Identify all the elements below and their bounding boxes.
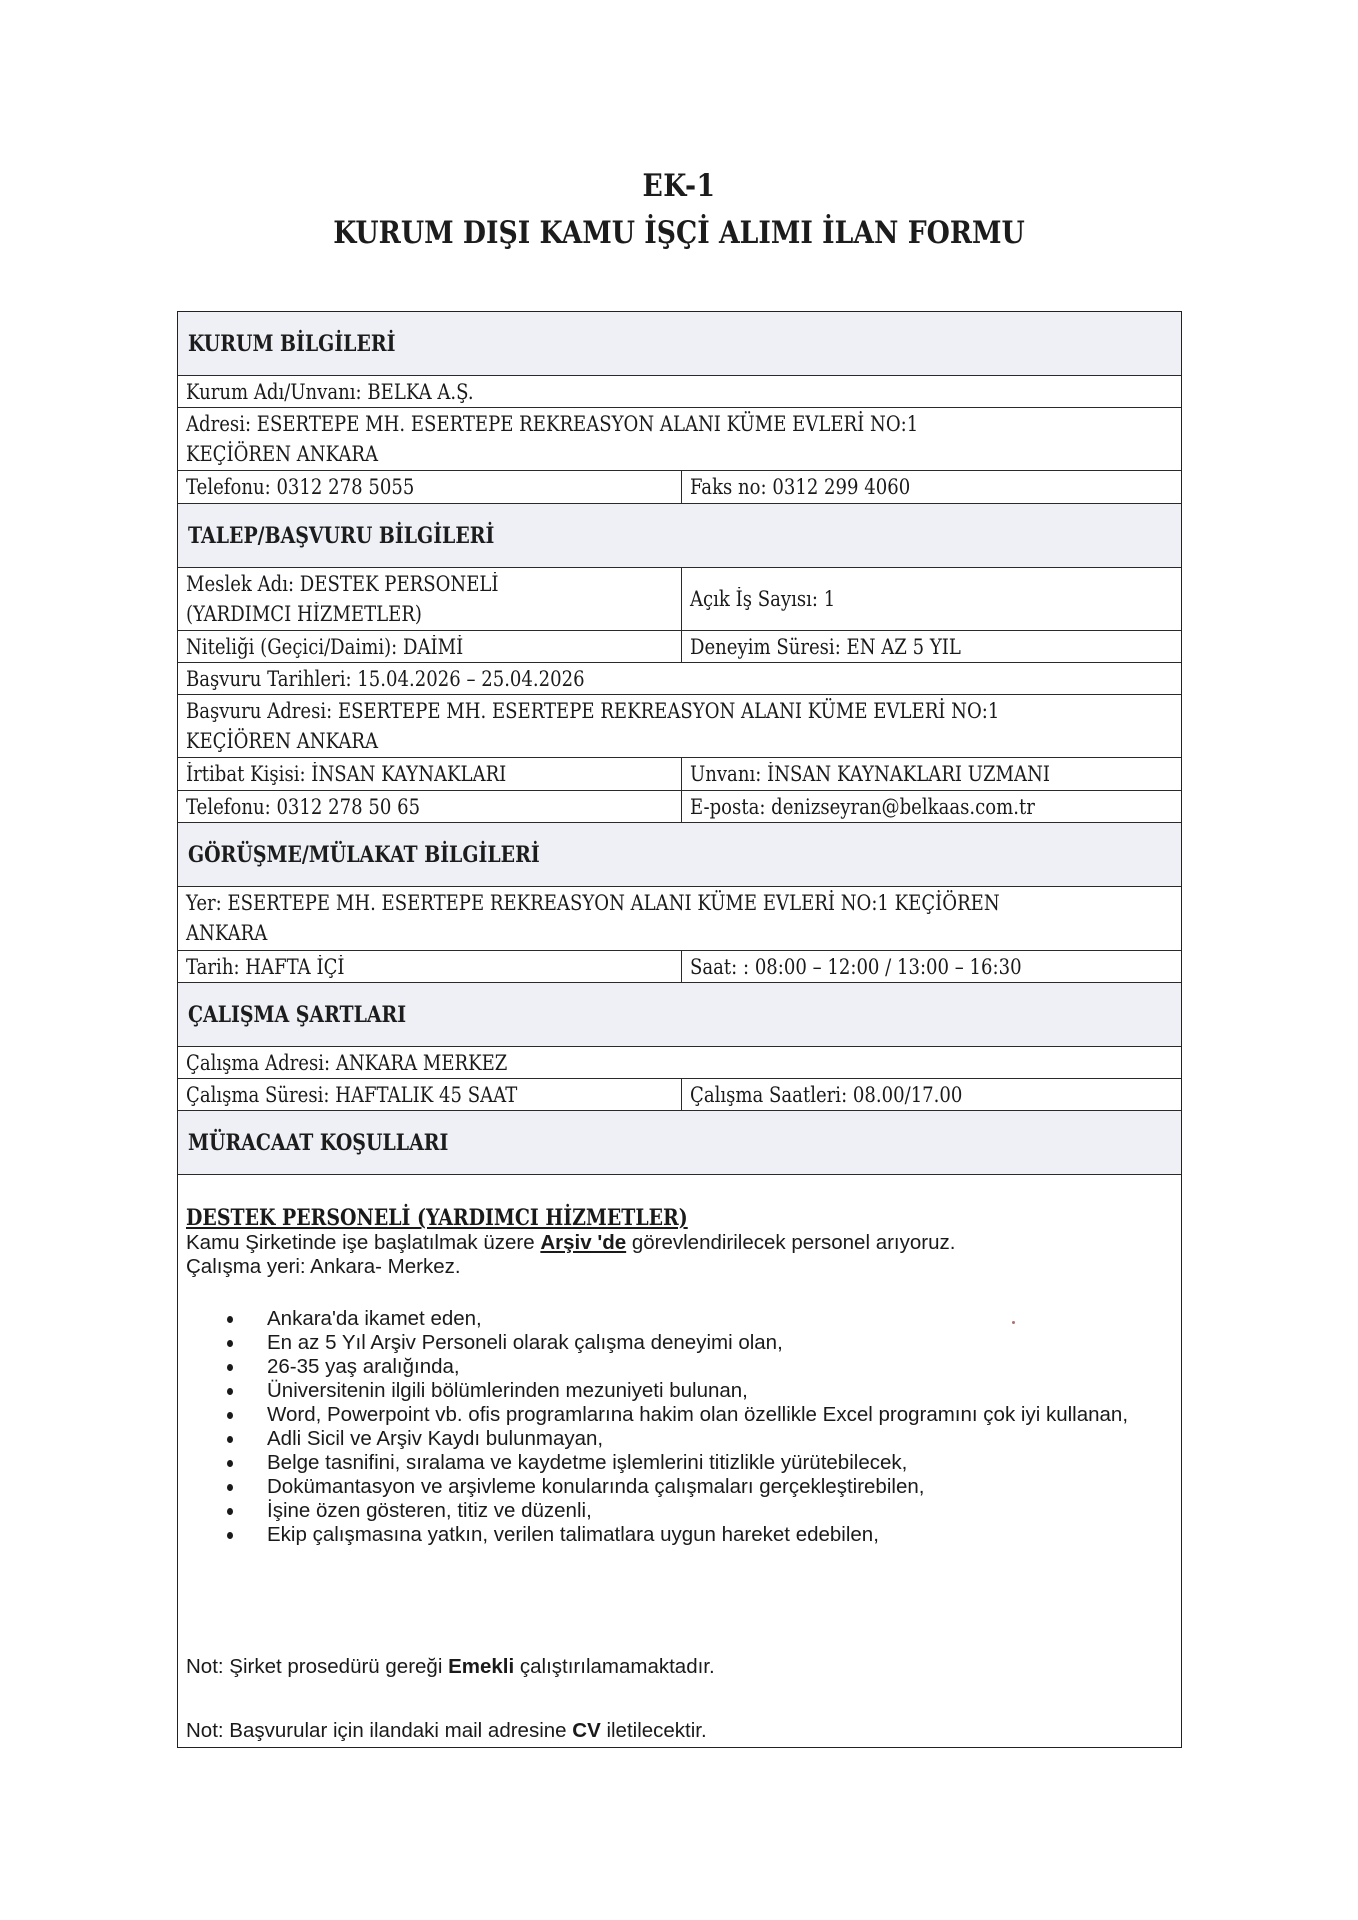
section-title: KURUM BİLGİLERİ [188, 330, 396, 357]
bullet-icon [227, 1412, 233, 1419]
section-title: ÇALIŞMA ŞARTLARI [188, 1001, 407, 1028]
open-positions: Açık İş Sayısı: 1 [690, 587, 836, 611]
bullet-icon [227, 1532, 233, 1539]
bullet-icon [227, 1316, 233, 1323]
requirement-item: İşine özen gösteren, titiz ve düzenli, [178, 1499, 1167, 1523]
requirement-item: Üniversitenin ilgili bölümlerinden mezuniyeti bulunan, [178, 1379, 1167, 1403]
row-work-terms [178, 1079, 1181, 1111]
workplace-text: Çalışma yeri: Ankara- Merkez. [186, 1255, 461, 1278]
interview-date: Tarih: HAFTA İÇİ [178, 951, 682, 982]
occupation-name: Meslek Adı: DESTEK PERSONELİ (YARDIMCI HİZMETLER) [178, 568, 682, 630]
work-hours: Çalışma Saatleri: 08.00/17.00 [690, 1082, 963, 1107]
section-header-muracaat [178, 1111, 1181, 1175]
bullet-icon [227, 1364, 233, 1371]
intro-text: Kamu Şirketinde işe başlatılmak üzere Arşiv 'de görevlendirilecek personel arıyoruz. [186, 1231, 956, 1254]
work-duration: Çalışma Süresi: HAFTALIK 45 SAAT [178, 1079, 682, 1110]
bullet-icon [227, 1484, 233, 1491]
note-cv: Not: Başvurular için ilandaki mail adresine CV iletilecektir. [186, 1719, 707, 1742]
position-nature: Niteliği (Geçici/Daimi): DAİMİ [178, 631, 682, 662]
note-retired: Not: Şirket prosedürü gereği Emekli çalıştırılamamaktadır. [186, 1655, 715, 1678]
interview-place: Yer: ESERTEPE MH. ESERTEPE REKREASYON ALANI KÜME EVLERİ NO:1 KEÇİÖREN ANKARA [186, 891, 1000, 945]
application-address: Başvuru Adresi: ESERTEPE MH. ESERTEPE REKREASYON ALANI KÜME EVLERİ NO:1 KEÇİÖREN ANKARA [186, 699, 1000, 753]
row-institution-name [178, 376, 1181, 408]
section-title: GÖRÜŞME/MÜLAKAT BİLGİLERİ [188, 841, 540, 868]
requirements-list [178, 1307, 1168, 1547]
row-application-dates [178, 663, 1181, 695]
requirement-item: 26-35 yaş aralığında, [178, 1355, 1167, 1379]
contact-email: E-posta: denizseyran@belkaas.com.tr [690, 794, 1035, 819]
requirement-item: En az 5 Yıl Arşiv Personeli olarak çalışma deneyimi olan, [178, 1331, 1167, 1355]
announcement-form-table [177, 311, 1182, 1748]
contact-title: Unvanı: İNSAN KAYNAKLARI UZMANI [690, 762, 1051, 786]
requirement-item: Adli Sicil ve Arşiv Kaydı bulunmayan, [178, 1427, 1167, 1451]
bullet-icon [227, 1460, 233, 1467]
work-address: Çalışma Adresi: ANKARA MERKEZ [186, 1050, 508, 1075]
row-work-address [178, 1047, 1181, 1079]
requirement-item: Ankara'da ikamet eden, [178, 1307, 1167, 1331]
row-nature-experience [178, 631, 1181, 663]
row-contact-person [178, 758, 1181, 791]
annex-label: EK-1 [642, 168, 716, 204]
bullet-icon [227, 1436, 233, 1443]
institution-phone: Telefonu: 0312 278 5055 [178, 471, 682, 503]
contact-person: İrtibat Kişisi: İNSAN KAYNAKLARI [178, 758, 682, 790]
institution-name: Kurum Adı/Unvanı: BELKA A.Ş. [186, 379, 474, 404]
section-header-kurum [178, 312, 1181, 376]
section-header-gorusme [178, 823, 1181, 887]
scan-speck [1012, 1321, 1015, 1324]
section-header-calisma [178, 983, 1181, 1047]
row-interview-place [178, 887, 1181, 951]
bullet-icon [227, 1508, 233, 1515]
bullet-icon [227, 1340, 233, 1347]
row-application-address [178, 695, 1181, 758]
requirement-item: Word, Powerpoint vb. ofis programlarına hakim olan özellikle Excel programını çok iyi kullanan, [178, 1403, 1167, 1427]
bullet-icon [227, 1388, 233, 1395]
row-occupation [178, 568, 1181, 631]
contact-phone: Telefonu: 0312 278 50 65 [178, 791, 682, 822]
section-title: MÜRACAAT KOŞULLARI [188, 1129, 449, 1156]
interview-time: Saat: : 08:00 – 12:00 / 13:00 – 16:30 [690, 954, 1022, 979]
experience-required: Deneyim Süresi: EN AZ 5 YIL [690, 634, 961, 659]
requirement-item: Ekip çalışmasına yatkın, verilen talimatlara uygun hareket edebilen, [178, 1523, 1167, 1547]
institution-address: Adresi: ESERTEPE MH. ESERTEPE REKREASYON ALANI KÜME EVLERİ NO:1 KEÇİÖREN ANKARA [186, 412, 919, 466]
section-header-talep [178, 504, 1181, 568]
requirement-item: Dokümantasyon ve arşivleme konularında çalışmaları gerçekleştirebilen, [178, 1475, 1167, 1499]
section-title: TALEP/BAŞVURU BİLGİLERİ [188, 522, 495, 549]
position-subtitle: DESTEK PERSONELİ (YARDIMCI HİZMETLER) [186, 1205, 688, 1231]
document-title-block [0, 166, 1358, 254]
row-institution-contact [178, 471, 1181, 504]
requirement-item: Belge tasnifini, sıralama ve kaydetme işlemlerini titizlikle yürütebilecek, [178, 1451, 1167, 1475]
row-institution-address [178, 408, 1181, 471]
institution-fax: Faks no: 0312 299 4060 [690, 475, 911, 499]
row-interview-schedule [178, 951, 1181, 983]
form-title: KURUM DIŞI KAMU İŞÇİ ALIMI İLAN FORMU [333, 215, 1025, 251]
application-dates: Başvuru Tarihleri: 15.04.2026 – 25.04.2026 [186, 666, 585, 691]
row-contact-info [178, 791, 1181, 823]
application-conditions [178, 1175, 1181, 1747]
